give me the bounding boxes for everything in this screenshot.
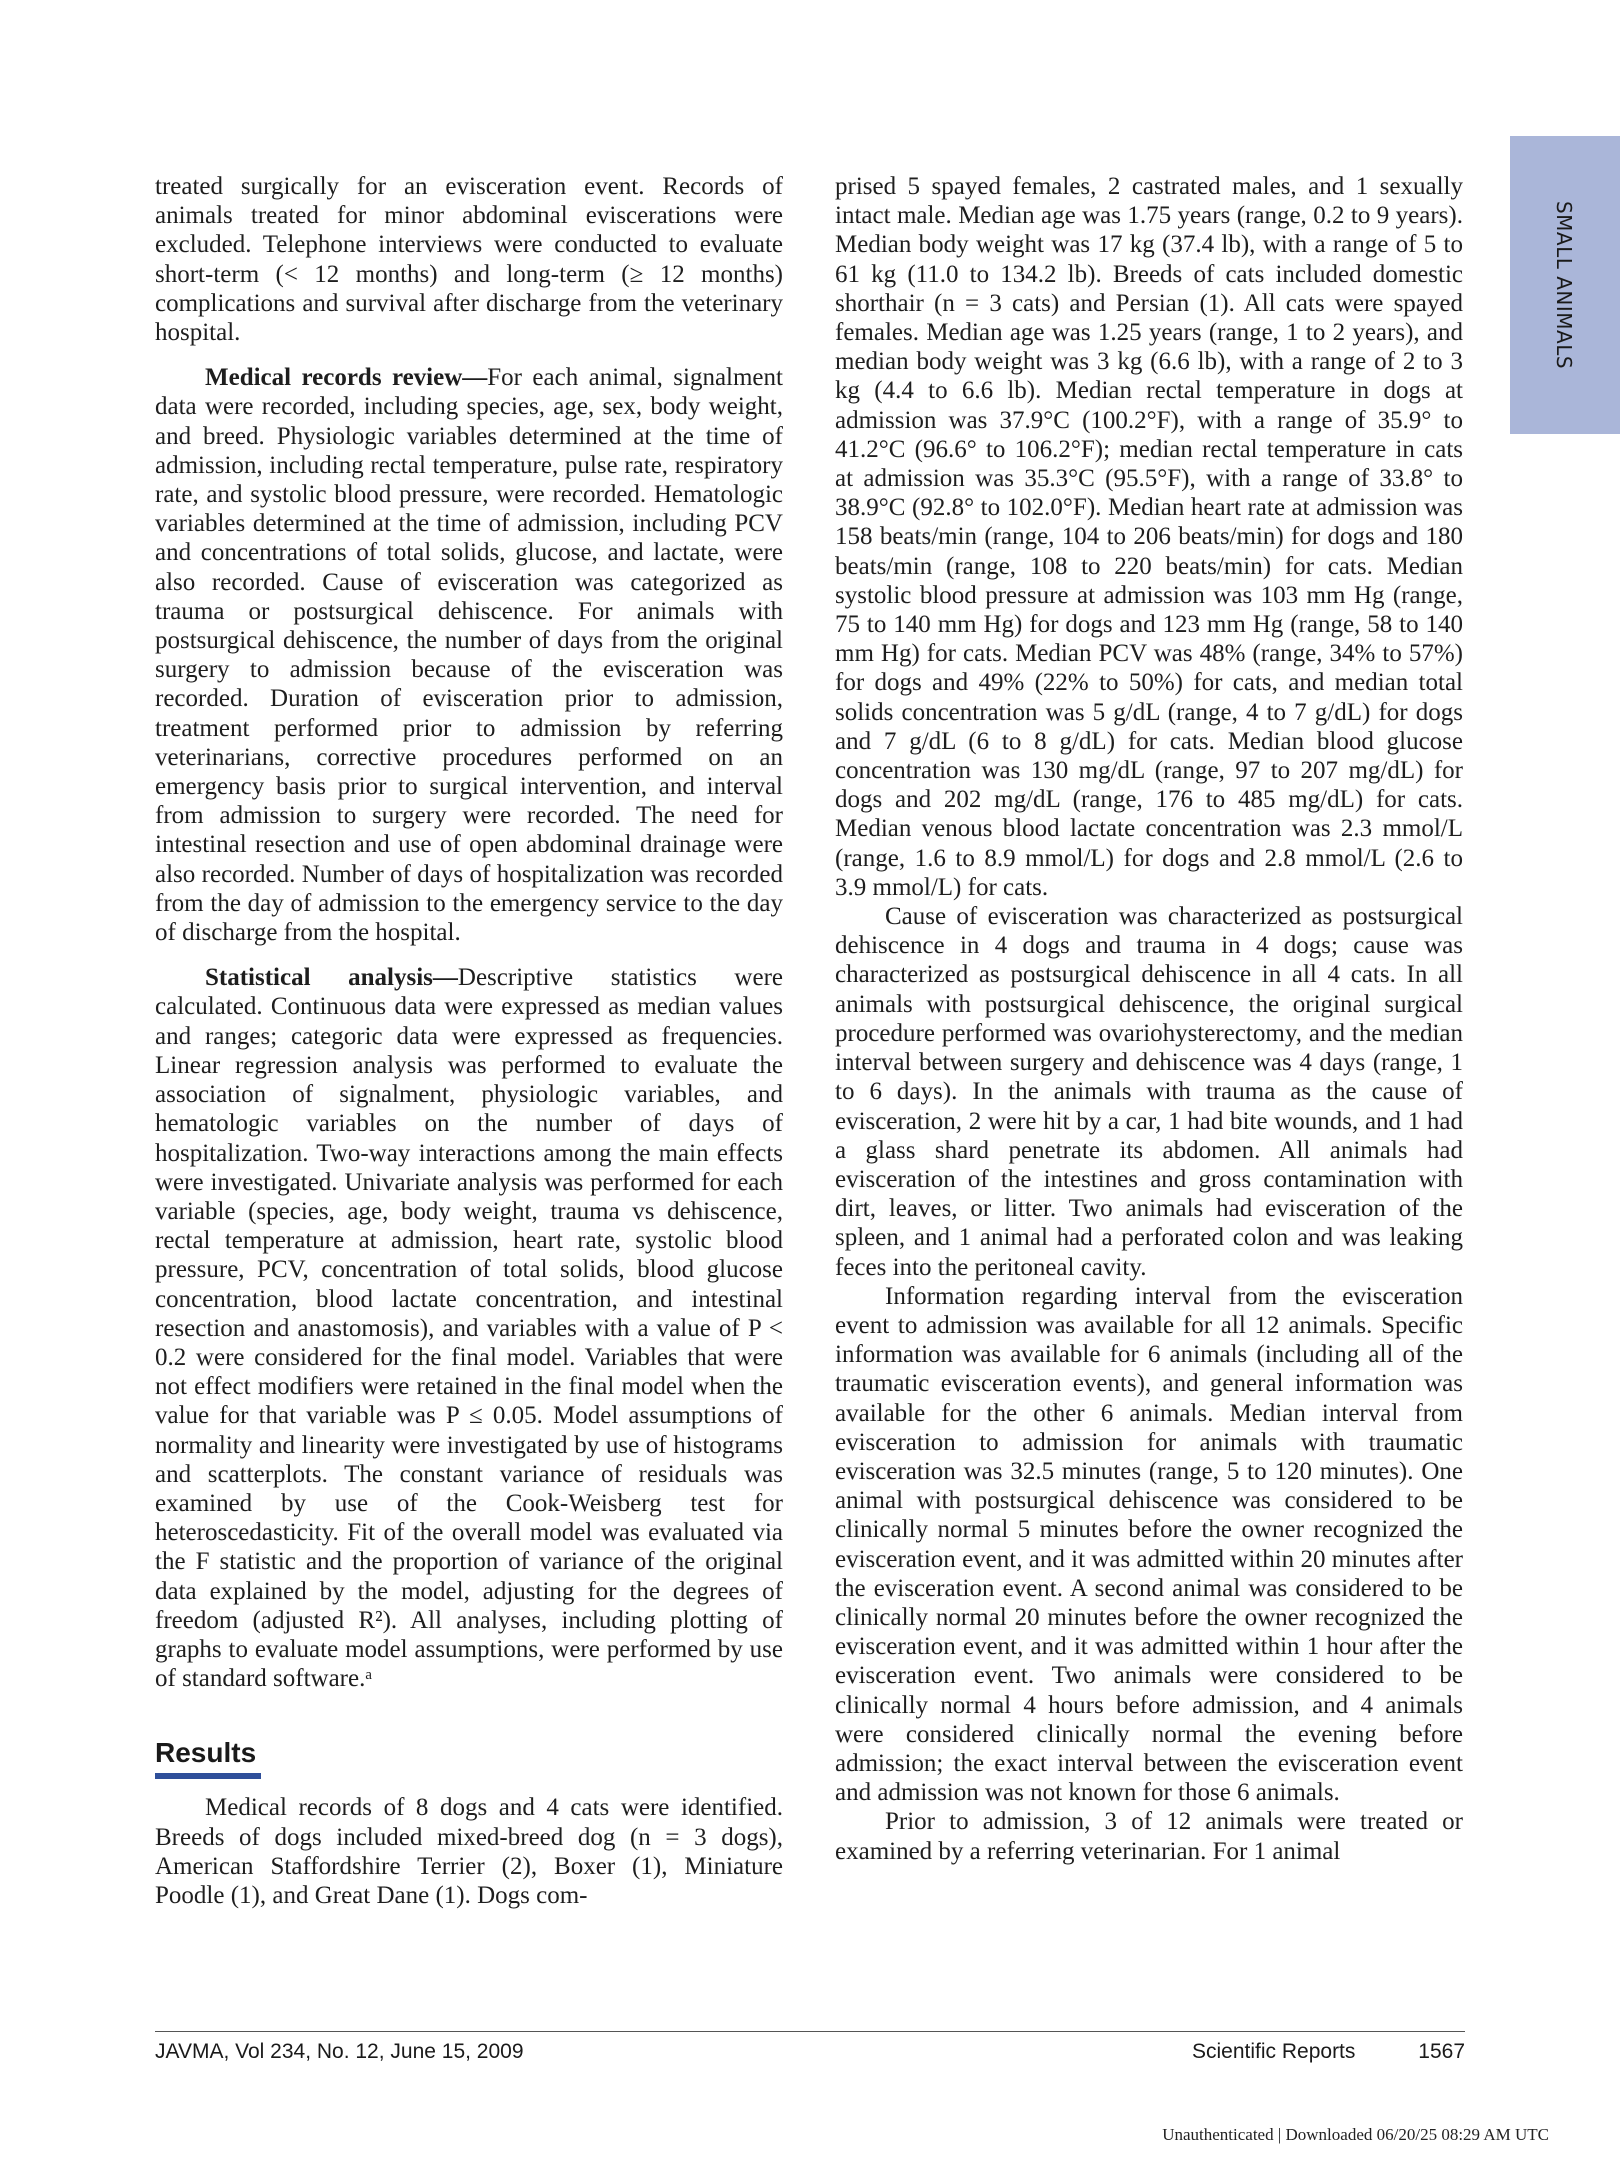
interval-paragraph: Information regarding interval from the evisceration event to admission was available for all 12 animals. Specific information was available for 6 animals (including all of the traumatic evisceration events), and general information was available for the other 6 animals. Median interval from evisceration to admission for animals with traumatic evisceration was 32.5 minutes (range, 5 to 120 minutes). One animal with postsurgical dehiscence was considered to be clinically normal 5 minutes before the owner recognized the evisceration event, and it was admitted within 20 minutes after the evisceration event. A second animal was considered to be clinically normal 20 minutes before the owner recognized the evisceration event, and it was admitted within 1 hour after the evisceration event. Two animals were considered to be clinically normal 4 hours before admission, and 4 animals were considered clinically normal the evening before admission; the exact interval between the evisceration event and admission was not known for those 6 animals. <box>835 1282 1463 1807</box>
results-heading: Results <box>155 1737 257 1769</box>
results-heading-rule <box>155 1773 261 1779</box>
records-review-text: For each animal, signalment data were recorded, including species, age, sex, body weight, and breed. Physiologic variables determined at the time of admission, including rectal temperature, pulse rate, respiratory rate, and systolic blood pressure, were recorded. Hematologic variables determined at the time of admission, including PCV and concentrations of total solids, glucose, and lactate, were also recorded. Cause of evisceration was categorized as trauma or postsurgical dehiscence. For animals with postsurgical dehiscence, the number of days from the original surgery to admission because of the evisceration was recorded. Duration of evisceration prior to admission, treatment performed prior to admission by referring veterinarians, corrective procedures performed on an emergency basis prior to surgical intervention, and interval from admission to surgery were recorded. The need for intestinal resection and use of open abdominal drainage were also recorded. Number of days of hospitalization was recorded from the day of admission to the emergency service to the day of discharge from the hospital. <box>155 364 783 947</box>
signalment-paragraph: prised 5 spayed females, 2 castrated males, and 1 sexually intact male. Median age was 1.75 years (range, 0.2 to 9 years). Median body weight was 17 kg (37.4 lb), with a range of 5 to 61 kg (11.0 to 134.2 lb). Breeds of cats included domestic shorthair (n = 3 cats) and Persian (1). All cats were spayed females. Median age was 1.25 years (range, 1 to 2 years), and median body weight was 3 kg (6.6 lb), with a range of 2 to 3 kg (4.4 to 6.6 lb). Median rectal temperature in dogs at admission was 37.9°C (100.2°F), with a range of 35.9° to 41.2°C (96.6° to 106.2°F); median rectal temperature in cats at admission was 35.3°C (95.5°F), with a range of 33.8° to 38.9°C (92.8° to 102.0°F). Median heart rate at admission was 158 beats/min (range, 104 to 206 beats/min) for dogs and 180 beats/min (range, 108 to 220 beats/min) for cats. Median systolic blood pressure at admission was 103 mm Hg (range, 75 to 140 mm Hg) for dogs and 123 mm Hg (range, 58 to 140 mm Hg) for cats. Median PCV was 48% (range, 34% to 57%) for dogs and 49% (22% to 50%) for cats, and median total solids concentration was 5 g/dL (range, 4 to 7 g/dL) for dogs and 7 g/dL (6 to 8 g/dL) for cats. Median blood glucose concentration was 130 mg/dL (range, 97 to 207 mg/dL) for dogs and 202 mg/dL (range, 176 to 485 mg/dL) for cats. Median venous blood lactate concentration was 2.3 mmol/L (range, 1.6 to 8.9 mmol/L) for dogs and 2.8 mmol/L (2.6 to 3.9 mmol/L) for cats. <box>835 173 1463 901</box>
statistical-analysis-heading: Statistical analysis— <box>205 964 458 992</box>
statistical-analysis-text: Descriptive statistics were calculated. Continuous data were expressed as median values and ranges; categoric data were expressed as frequencies. Linear regression analysis was performed to evaluate the association of signalment, physiologic variables, and hematologic variables on the number of days of hospitalization. Two-way interactions among the main effects were investigated. Univariate analysis was performed for each variable (species, age, body weight, trauma vs dehiscence, rectal temperature at admission, heart rate, systolic blood pressure, PCV, concentration of total solids, blood glucose concentration, blood lactate concentration, and intestinal resection and anastomosis), and variables with a value of P < 0.2 were considered for the final model. Variables that were not effect modifiers were retained in the final model when the value for that variable was P ≤ 0.05. Model assumptions of normality and linearity were investigated by use of histograms and scatterplots. The constant variance of residuals was examined by use of the Cook-Weisberg test for heteroscedasticity. Fit of the overall model was evaluated via the F statistic and the proportion of variance of the original data explained by the model, adjusting for the degrees of freedom (adjusted R²). All analyses, including plotting of graphs to evaluate model assumptions, were performed by use of standard software.ᵃ <box>155 964 783 1693</box>
right-column <box>835 172 1463 1866</box>
intro-paragraph: treated surgically for an evisceration event. Records of animals treated for minor abdominal eviscerations were excluded. Telephone interviews were conducted to evaluate short-term (< 12 months) and long-term (≥ 12 months) complications and survival after discharge from the veterinary hospital. <box>155 173 783 347</box>
records-review-paragraph <box>155 363 783 947</box>
download-note: Unauthenticated | Downloaded 06/20/25 08:29 AM UTC <box>1162 2125 1549 2144</box>
footer-rule <box>155 2031 1465 2032</box>
left-column <box>155 172 783 1910</box>
prior-treatment-paragraph: Prior to admission, 3 of 12 animals were treated or examined by a referring veterinarian. For 1 animal <box>835 1808 1463 1865</box>
results-paragraph: Medical records of 8 dogs and 4 cats were identified. Breeds of dogs included mixed-breed dog (n = 3 dogs), American Staffordshire Terrier (2), Boxer (1), Miniature Poodle (1), and Great Dane (1). Dogs com- <box>155 1794 783 1909</box>
cause-paragraph: Cause of evisceration was characterized as postsurgical dehiscence in 4 dogs and trauma in 4 dogs; cause was characterized as postsurgical dehiscence in all 4 cats. In all animals with postsurgical dehiscence, the original surgical procedure performed was ovariohysterectomy, and the median interval between surgery and dehiscence was 4 days (range, 1 to 6 days). In the animals with trauma as the cause of evisceration, 2 were hit by a car, 1 had bite wounds, and 1 had a glass shard penetrate its abdomen. All animals had evisceration of the intestines and gross contamination with dirt, leaves, or litter. Two animals had evisceration of the spleen, and 1 animal had a perforated colon and was leaking feces into the peritoneal cavity. <box>835 903 1463 1281</box>
statistical-analysis-paragraph <box>155 963 783 1693</box>
records-review-heading: Medical records review— <box>205 364 488 392</box>
footer-page-number: 1567 <box>1418 2040 1465 2063</box>
footer-journal-citation: JAVMA, Vol 234, No. 12, June 15, 2009 <box>155 2040 524 2063</box>
footer-section-name: Scientific Reports <box>1192 2040 1356 2063</box>
section-side-tab-label: SMALL ANIMALS <box>1552 200 1576 370</box>
